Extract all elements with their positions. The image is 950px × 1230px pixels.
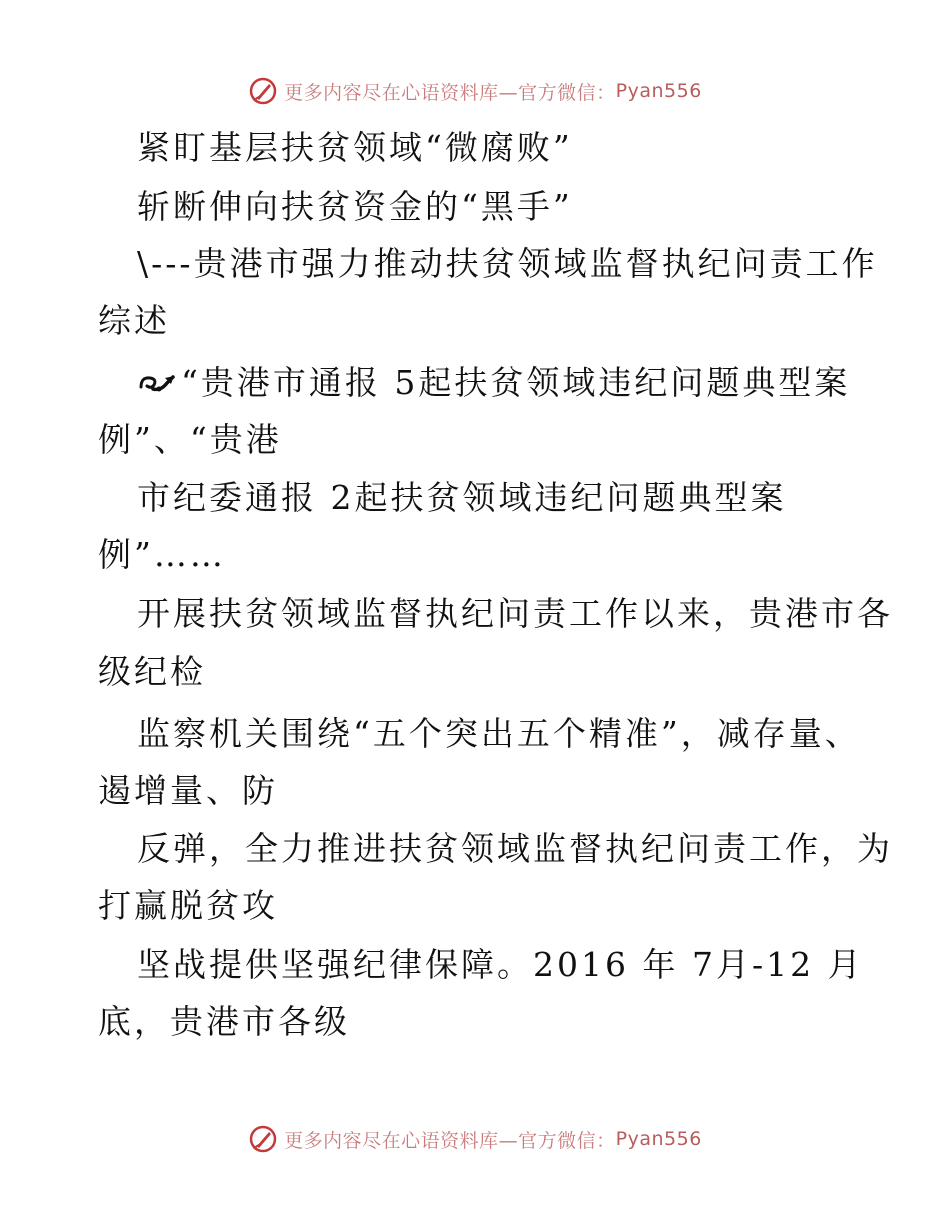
paragraph-2-line-7: 坚战提供坚强纪律保障。2016 年 7月-12 月 (137, 945, 864, 984)
subtitle-line-1: \---贵港市强力推动扶贫领域监督执纪问责工作 (137, 244, 878, 283)
title-line-1: 紧盯基层扶贫领域“微腐败” (137, 128, 573, 167)
ornament-bullet-icon (137, 369, 177, 397)
paragraph-1-line-4: 例”…… (98, 535, 226, 574)
paragraph-2-line-5: 反弹，全力推进扶贫领域监督执纪问责工作，为 (137, 829, 893, 868)
footer-watermark (0, 1124, 950, 1154)
subtitle-line-2: 综述 (98, 301, 170, 340)
paragraph-2-line-6: 打赢脱贫攻 (98, 886, 278, 925)
paragraph-2-line-1: 开展扶贫领域监督执纪问责工作以来，贵港市各 (137, 594, 893, 633)
watermark-text: 更多内容尽在心语资料库—官方微信： (284, 1129, 616, 1152)
quill-logo-icon (248, 76, 278, 106)
watermark-text: 更多内容尽在心语资料库—官方微信： (284, 81, 616, 104)
paragraph-2-line-2: 级纪检 (98, 652, 206, 691)
paragraph-2-line-4: 遏增量、防 (98, 771, 278, 810)
watermark-account: Pyan556 (615, 1128, 702, 1150)
paragraph-1-line-1-text: “贵港市通报 5起扶贫领域违纪问题典型案 (181, 363, 851, 402)
paragraph-1-line-1 (137, 363, 850, 403)
paragraph-2-line-8: 底，贵港市各级 (98, 1002, 350, 1041)
quill-logo-icon (248, 1124, 278, 1154)
title-line-2: 斩断伸向扶贫资金的“黑手” (137, 187, 573, 226)
header-watermark (0, 76, 950, 106)
paragraph-2-line-3: 监察机关围绕“五个突出五个精准”，减存量、 (137, 714, 861, 753)
watermark-account: Pyan556 (615, 80, 702, 102)
paragraph-1-line-2: 例”、“贵港 (98, 420, 282, 459)
paragraph-1-line-3: 市纪委通报 2起扶贫领域违纪问题典型案 (137, 478, 787, 517)
